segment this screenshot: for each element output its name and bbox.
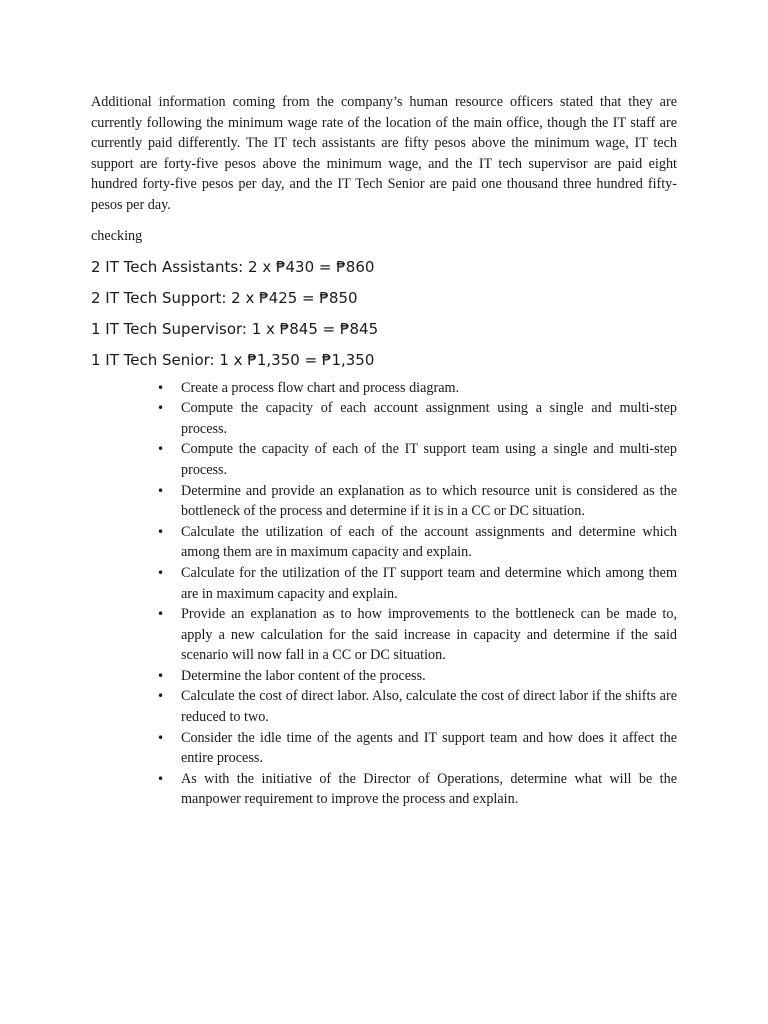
calculation-line-support: 2 IT Tech Support: 2 x ₱425 = ₱850 — [91, 288, 358, 307]
task-item — [157, 666, 677, 687]
bullet-icon: • — [157, 380, 165, 395]
task-item — [157, 563, 677, 604]
bullet-icon: • — [157, 442, 165, 457]
task-item — [157, 604, 677, 666]
task-text: Calculate the cost of direct labor. Also, calculate the cost of direct labor if the shifts are reduced to two. — [181, 688, 677, 726]
task-text: Consider the idle time of the agents and IT support team and how does it affect the entire process. — [181, 729, 677, 767]
task-item — [157, 769, 677, 810]
bullet-icon: • — [157, 668, 165, 683]
bullet-icon: • — [157, 483, 165, 498]
task-text: Provide an explanation as to how improvements to the bottleneck can be made to, apply a new calculation for the said increase in capacity and determine if the said scenario will now fall in a CC or DC situation. — [181, 606, 677, 664]
intro-paragraph: Additional information coming from the company’s human resource officers stated that they are currently following the minimum wage rate of the location of the main office, though the IT staff are currently paid differently. The IT tech assistants are fifty pesos above the minimum wage, IT tech support are forty-five pesos above the minimum wage, and the IT tech supervisor are paid eight hundred forty-five pesos per day, and the IT Tech Senior are paid one thousand three hundred fifty-pesos per day. — [91, 94, 677, 213]
calculation-line-assistants: 2 IT Tech Assistants: 2 x ₱430 = ₱860 — [91, 257, 375, 276]
task-text: Compute the capacity of each account assignment using a single and multi-step process. — [181, 400, 677, 437]
calculation-line-senior: 1 IT Tech Senior: 1 x ₱1,350 = ₱1,350 — [91, 350, 375, 369]
bullet-icon: • — [157, 607, 165, 622]
bullet-icon: • — [157, 730, 165, 745]
task-list — [91, 378, 677, 810]
bullet-icon: • — [157, 771, 165, 786]
task-item — [157, 378, 677, 399]
bullet-icon: • — [157, 689, 165, 704]
task-item — [157, 522, 677, 563]
task-item — [157, 481, 677, 522]
task-text: Compute the capacity of each of the IT support team using a single and multi-step process. — [181, 441, 677, 478]
task-item — [157, 728, 677, 769]
task-text: Determine the labor content of the process. — [181, 667, 426, 684]
task-text: Calculate for the utilization of the IT support team and determine which among them are in maximum capacity and explain. — [181, 564, 677, 602]
task-item — [157, 686, 677, 727]
task-text: As with the initiative of the Director of Operations, determine what will be the manpower requirement to improve the process and explain. — [181, 770, 677, 808]
checking-label: checking — [91, 227, 143, 244]
bullet-icon: • — [157, 401, 165, 416]
task-text: Calculate the utilization of each of the account assignments and determine which among them are in maximum capacity and explain. — [181, 523, 677, 561]
bullet-icon: • — [157, 524, 165, 539]
task-text: Create a process flow chart and process diagram. — [181, 379, 460, 396]
calculation-line-supervisor: 1 IT Tech Supervisor: 1 x ₱845 = ₱845 — [91, 319, 379, 338]
bullet-icon: • — [157, 565, 165, 580]
document-body — [91, 92, 677, 810]
task-text: Determine and provide an explanation as to which resource unit is considered as the bottleneck of the process and determine if it is in a CC or DC situation. — [181, 482, 677, 520]
task-item — [157, 439, 677, 480]
task-item — [157, 398, 677, 439]
